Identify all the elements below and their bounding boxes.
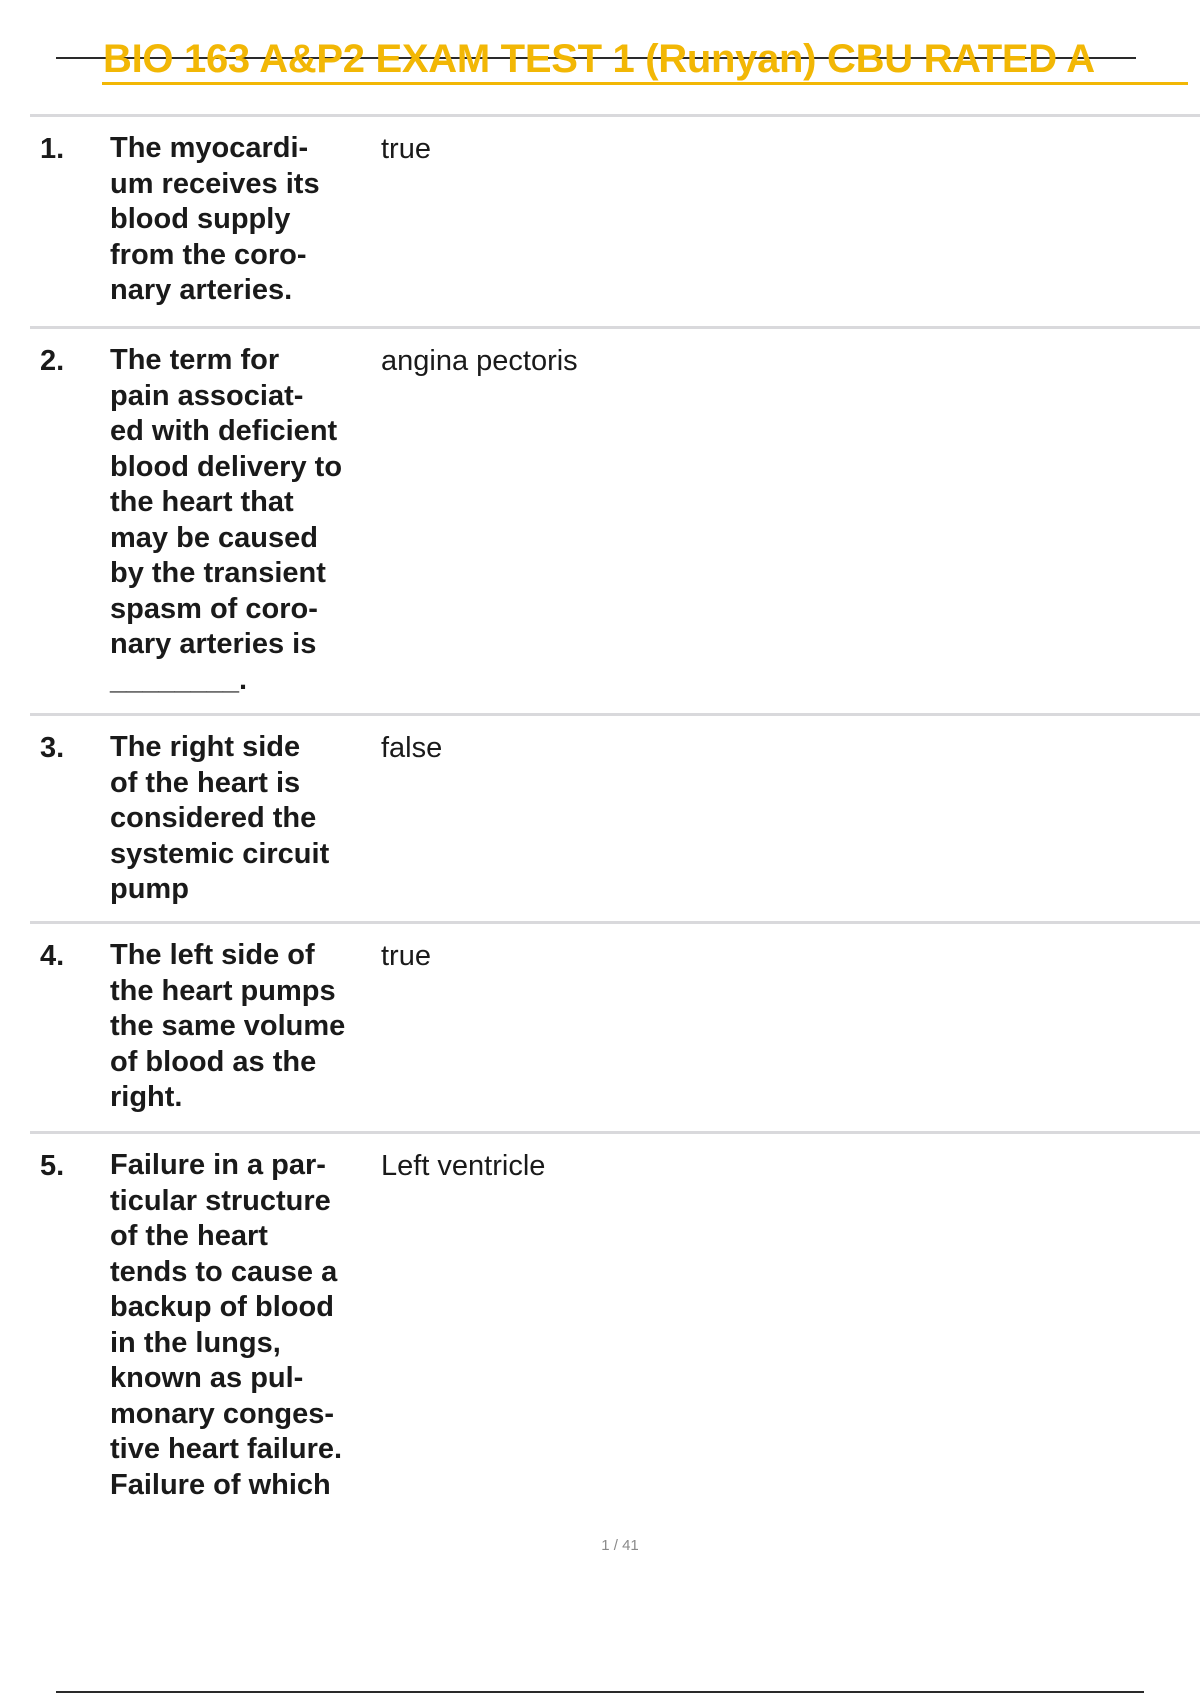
question-text: Failure in a par- ticular structure of the heart tends to cause a backup of blood in the lungs, known as pul- monary conges- tive heart failure. Failure of which [110, 1149, 343, 1501]
question-number: 3. [40, 732, 65, 764]
document-title: BIO 163 A&P2 EXAM TEST 1 (Runyan) CBU RATED A [103, 37, 1095, 81]
question-text: The left side of the heart pumps the same volume of blood as the right. [110, 939, 346, 1113]
question-text: The term for pain associat- ed with deficient blood delivery to the heart that may be caused by the transient spasm of coro- nary arteries is ________. [110, 344, 343, 696]
question-row-5 [30, 1131, 1200, 1511]
question-text: The right side of the heart is considered the systemic circuit pump [110, 731, 330, 905]
answer-text: false [381, 732, 443, 764]
question-row-2 [30, 326, 1200, 713]
question-row-4 [30, 921, 1200, 1131]
page-number: 1 / 41 [601, 1537, 639, 1554]
question-number: 4. [40, 940, 65, 972]
question-number: 5. [40, 1150, 65, 1182]
question-row-1 [30, 114, 1200, 326]
question-number: 1. [40, 133, 65, 165]
answer-text: angina pectoris [381, 345, 578, 377]
answer-text: true [381, 940, 431, 972]
question-text: The myocardi- um receives its blood supply from the coro- nary arteries. [110, 132, 320, 306]
question-row-3 [30, 713, 1200, 921]
question-number: 2. [40, 345, 65, 377]
bottom-rule [56, 1691, 1144, 1693]
question-list [30, 114, 1200, 1511]
answer-text: true [381, 133, 431, 165]
title-underline [102, 82, 1188, 85]
answer-text: Left ventricle [381, 1150, 546, 1182]
page-header [56, 34, 1136, 94]
